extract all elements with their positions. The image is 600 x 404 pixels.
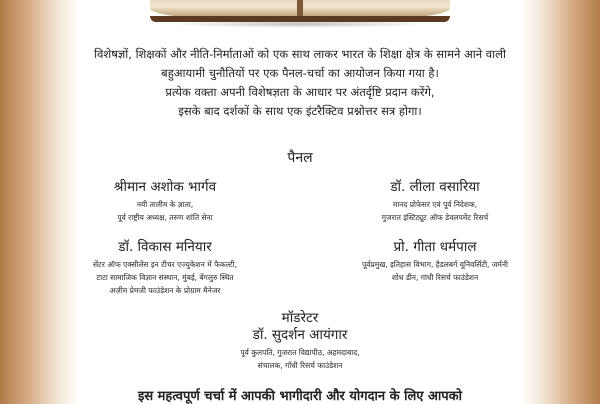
speaker-desc-line: पूर्व राष्ट्रीय अध्यक्ष, तरुण शांति सेना [117,213,213,222]
closing-note: इस महत्वपूर्ण चर्चा में आपकी भागीदारी और योगदान के लिए आपको [137,389,463,404]
speaker-desc-line: टाटा सामाजिक विज्ञान संस्थान, मुंबई, बेंगलुरु स्थित [96,273,234,282]
moderator-description [180,346,420,372]
speaker-card [45,238,285,297]
speaker-card [45,178,285,224]
speaker-desc-line: मानद प्रोफेसर एवं पूर्व निदेशक, [392,200,478,209]
speaker-desc-line: सेंटर ऑफ एक्सीलेंस इन टीचर एज्युकेशन में फैकल्टी, [92,260,238,269]
speaker-desc-line: नयी तालीम के ज्ञाता, [136,200,194,209]
open-book-image [150,0,450,22]
moderator-desc-line: पूर्व कुलपति, गुजरात विद्यापीठ, अहमदाबाद, [240,348,360,357]
moderator-name: डॉ. सुदर्शन आयंगार [252,327,348,343]
moderator-heading: मॉडरेटर [281,310,319,326]
speaker-desc-line: अज़ीम प्रेमजी फाउंडेशन के प्रोग्राम मैनेजर [109,286,221,295]
speaker-desc-line: पूर्वप्रमुख, इतिहास विभाग, हैडलबर्ग यूनिवर्सिटी, जर्मनी [362,260,508,269]
speaker-name: डॉ. लीला वसारिया [390,179,480,195]
moderator-desc-line: संचालक, गाँधी रिसर्च फाउंडेशन [257,361,343,370]
speaker-name: प्रो. गीता धर्मपाल [393,239,477,255]
intro-line: प्रत्येक वक्ता अपनी विशेषज्ञता के आधार पर अंतर्दृष्टि प्रदान करेंगे, [165,85,435,99]
panel-heading: पैनल [287,150,313,166]
speaker-description [45,198,285,224]
speaker-description [315,198,555,224]
moderator-card [180,326,420,372]
speaker-name: डॉ. विकास मनियार [118,239,212,255]
speaker-name: श्रीमान अशोक भार्गव [113,179,217,195]
speaker-desc-line: गुजरात इंस्टिट्यूट ऑफ डेवलपमेंट रिसर्च [381,213,489,222]
speaker-description [315,258,555,284]
speaker-desc-line: शोध डीन, गांधी रिसर्च फाउंडेशन [391,273,479,282]
intro-line: विशेषज्ञों, शिक्षकों और नीति-निर्माताओं को एक साथ लाकर भारत के शिक्षा क्षेत्र के सामने आने वाली [94,47,506,61]
intro-line: इसके बाद दर्शकों के साथ एक इंटरैक्टिव प्रश्नोत्तर सत्र होगा। [178,104,422,118]
speaker-description [45,258,285,297]
intro-line: बहुआयामी चुनौतियों पर एक पैनल-चर्चा का आयोजन किया गया है। [161,66,439,80]
book-cover [150,16,450,22]
speaker-card [315,178,555,224]
speaker-card [315,238,555,284]
intro-paragraph [60,45,540,121]
